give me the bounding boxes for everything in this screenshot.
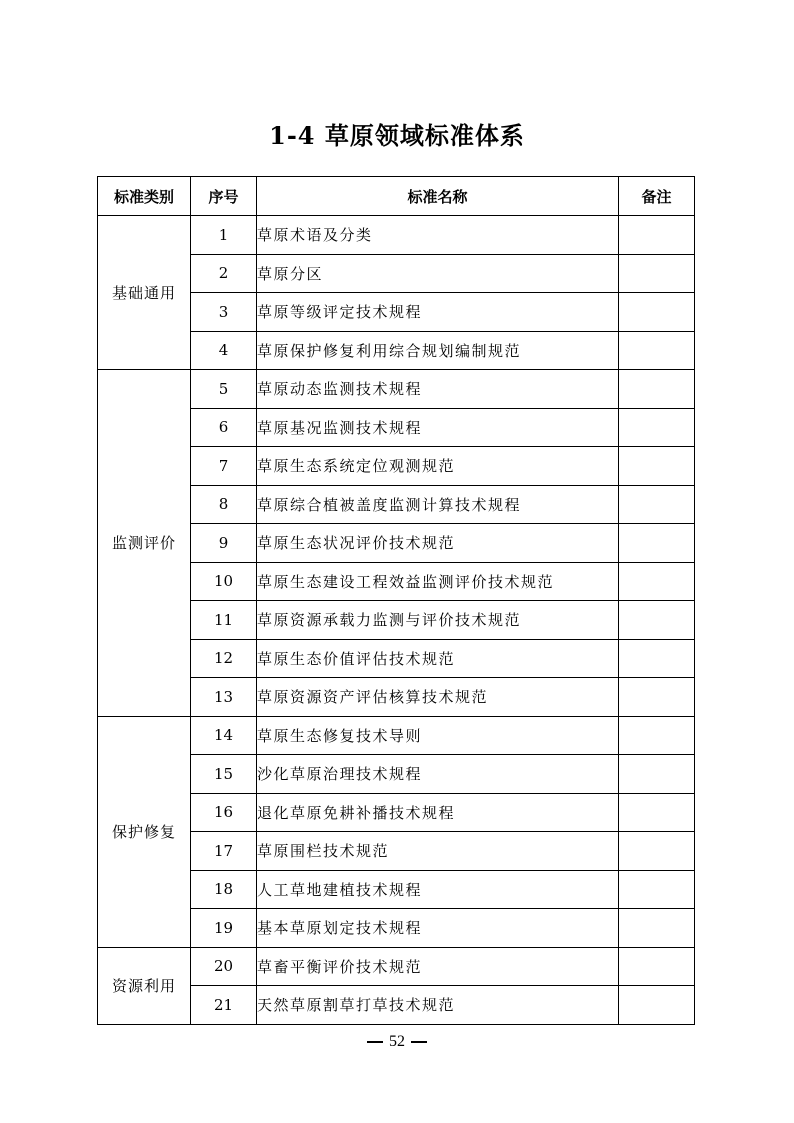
standard-name-cell: 草原资源承载力监测与评价技术规范 (257, 601, 619, 640)
header-name: 标准名称 (257, 177, 619, 216)
standard-name-cell: 草原生态系统定位观测规范 (257, 447, 619, 486)
category-cell: 基础通用 (98, 216, 191, 370)
note-cell (619, 601, 695, 640)
number-cell: 20 (191, 947, 257, 986)
number-cell: 17 (191, 832, 257, 871)
standard-name-cell: 草原等级评定技术规程 (257, 293, 619, 332)
note-cell (619, 524, 695, 563)
number-cell: 6 (191, 408, 257, 447)
number-cell: 16 (191, 793, 257, 832)
standard-name-cell: 草畜平衡评价技术规范 (257, 947, 619, 986)
number-cell: 1 (191, 216, 257, 255)
table-header-row (98, 177, 695, 216)
number-cell: 14 (191, 716, 257, 755)
note-cell (619, 331, 695, 370)
standard-name-cell: 草原术语及分类 (257, 216, 619, 255)
number-cell: 5 (191, 370, 257, 409)
number-cell: 8 (191, 485, 257, 524)
table-row (98, 716, 695, 755)
standard-name-cell: 草原综合植被盖度监测计算技术规程 (257, 485, 619, 524)
standards-table (97, 176, 695, 1025)
page-title: 1-4 草原领域标准体系 (269, 121, 525, 150)
note-cell (619, 870, 695, 909)
header-category: 标准类别 (98, 177, 191, 216)
standard-name-cell: 天然草原割草打草技术规范 (257, 986, 619, 1025)
footer-dash-left (367, 1041, 383, 1043)
number-cell: 19 (191, 909, 257, 948)
standard-name-cell: 草原生态建设工程效益监测评价技术规范 (257, 562, 619, 601)
note-cell (619, 562, 695, 601)
standard-name-cell: 退化草原免耕补播技术规程 (257, 793, 619, 832)
number-cell: 10 (191, 562, 257, 601)
standard-name-cell: 草原生态状况评价技术规范 (257, 524, 619, 563)
category-cell: 监测评价 (98, 370, 191, 717)
standard-name-cell: 草原生态修复技术导则 (257, 716, 619, 755)
number-cell: 9 (191, 524, 257, 563)
note-cell (619, 485, 695, 524)
note-cell (619, 909, 695, 948)
standard-name-cell: 草原资源资产评估核算技术规范 (257, 678, 619, 717)
category-cell: 保护修复 (98, 716, 191, 947)
category-cell: 资源利用 (98, 947, 191, 1024)
note-cell (619, 408, 695, 447)
table-row (98, 947, 695, 986)
note-cell (619, 716, 695, 755)
note-cell (619, 293, 695, 332)
note-cell (619, 947, 695, 986)
note-cell (619, 254, 695, 293)
standard-name-cell: 草原围栏技术规范 (257, 832, 619, 871)
number-cell: 3 (191, 293, 257, 332)
note-cell (619, 678, 695, 717)
number-cell: 4 (191, 331, 257, 370)
standard-name-cell: 草原保护修复利用综合规划编制规范 (257, 331, 619, 370)
number-cell: 13 (191, 678, 257, 717)
number-cell: 11 (191, 601, 257, 640)
page-footer (0, 1033, 794, 1051)
note-cell (619, 832, 695, 871)
number-cell: 15 (191, 755, 257, 794)
note-cell (619, 986, 695, 1025)
footer-dash-right (411, 1041, 427, 1043)
standard-name-cell: 草原分区 (257, 254, 619, 293)
header-note: 备注 (619, 177, 695, 216)
header-number: 序号 (191, 177, 257, 216)
table-row (98, 370, 695, 409)
page-number: 52 (389, 1033, 405, 1050)
standard-name-cell: 草原生态价值评估技术规范 (257, 639, 619, 678)
number-cell: 12 (191, 639, 257, 678)
standard-name-cell: 人工草地建植技术规程 (257, 870, 619, 909)
note-cell (619, 639, 695, 678)
table-body (98, 216, 695, 1025)
number-cell: 7 (191, 447, 257, 486)
note-cell (619, 216, 695, 255)
note-cell (619, 755, 695, 794)
standard-name-cell: 基本草原划定技术规程 (257, 909, 619, 948)
standard-name-cell: 草原动态监测技术规程 (257, 370, 619, 409)
standard-name-cell: 沙化草原治理技术规程 (257, 755, 619, 794)
standard-name-cell: 草原基况监测技术规程 (257, 408, 619, 447)
note-cell (619, 447, 695, 486)
number-cell: 21 (191, 986, 257, 1025)
table-row (98, 216, 695, 255)
note-cell (619, 370, 695, 409)
note-cell (619, 793, 695, 832)
number-cell: 2 (191, 254, 257, 293)
number-cell: 18 (191, 870, 257, 909)
